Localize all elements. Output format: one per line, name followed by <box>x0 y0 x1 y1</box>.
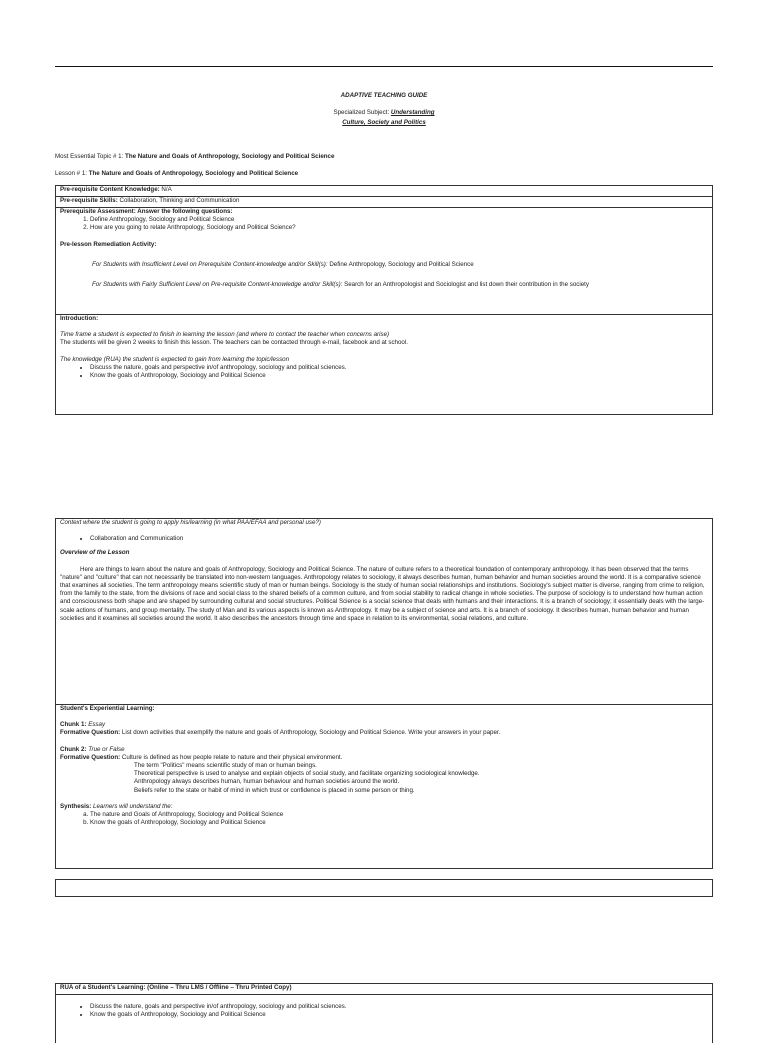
overview-label: Overview of the Lesson <box>60 549 130 557</box>
statement-item: Theoretical perspective is used to analyse and explain objects of social study, and facilitate organizing sociological knowledge. <box>134 770 480 778</box>
guide-title: ADAPTIVE TEACHING GUIDE <box>340 92 428 99</box>
prereq-assessment-row <box>56 208 712 315</box>
synthesis-line: Synthesis: Learners will understand the: <box>60 802 173 810</box>
top-rule <box>55 66 713 67</box>
prereq-skills-row: Pre-requisite Skills: Collaboration, Thinking and Communication <box>56 197 712 208</box>
assessment-label: Prerequisite Assessment: Answer the following questions: <box>60 208 233 215</box>
list-item: • Collaboration and Communication <box>90 535 708 543</box>
list-item: • Know the goals of Anthropology, Sociology and Political Science <box>90 1011 708 1019</box>
question-item: 1. Define Anthropology, Sociology and Political Science <box>90 216 708 224</box>
list-item: • Know the goals of Anthropology, Sociology and Political Science <box>90 372 708 380</box>
question-item: 2. How are you going to relate Anthropology, Sociology and Political Science? <box>90 224 708 232</box>
list-item: • Discuss the nature, goals and perspective in/of anthropology, sociology and political sciences. <box>90 1003 708 1011</box>
knowledge-list <box>60 364 708 380</box>
knowledge-label: The knowledge (RUA) the student is expected to gain from learning the topic/lesson <box>60 355 290 363</box>
statement-item: The term "Politics" means scientific study of man or human beings. <box>134 761 317 769</box>
list-item: • Discuss the nature, goals and perspective in/of anthropology, sociology and political sciences. <box>90 364 708 372</box>
introduction-row <box>56 315 712 380</box>
remediation-insufficient: For Students with Insufficient Level on Prerequisite Content-knowledge and/or Skill(s): Define Anthropology, Sociology and Political Science <box>92 260 474 268</box>
overview-text: Here are things to learn about the nature and goals of Anthropology, Sociology and Political Science. The nature of culture refers to a theoretical foundation of contemporary anthropology. It has been observed that the terms "nature" and "culture" that can not necessarily be translated into non-western languages. Anthropology relates to sociology, it always describes human, human behavior and human societies around the world. It is a comparative science that examines all societies. The term anthropology means scientific study of man or human beings. Sociology is the study of human social relationships and institutions. Sociology's subject matter is diverse, ranging from crime to religion, from the family to the state, from the divisions of race and social class to the shared beliefs of a common culture, and from social stability to radical change in whole societies. The purpose of sociology is to understand how human action and consciousness both shape and are shaped by surrounding cultural and social structures. Political Science is a social science that deals with humans and their interactions. It is a branch of sociology; it essentially deals with the large-scale actions of humans, and group mentality. The study of Man and its various aspects is known as Anthropology. It may be a subject of science and arts. It is a branch of sociology. It describes human, human behavior and human societies and it examines all societies around the world. It also describes the ancestors through time and space in relation to its environmental, social relations, and culture. <box>60 565 705 622</box>
context-label: Context where the student is going to apply his/learning (in what PAA/EFAA and personal use?) <box>60 519 321 526</box>
rua-list <box>60 1003 708 1019</box>
list-item: b. Know the goals of Anthropology, Sociology and Political Science <box>90 819 708 827</box>
rua-table <box>55 983 713 1043</box>
timeframe-value: The students will be given 2 weeks to finish this lesson. The teachers can be contacted through e-mail, facebook and at school. <box>60 339 408 347</box>
chunk1-question: Formative Question: List down activities that exemplify the nature and goals of Anthropology, Sociology and Political Science. Write your answers in your paper. <box>60 729 501 737</box>
context-list <box>60 535 708 543</box>
rua-content <box>56 995 712 1019</box>
assessment-questions <box>60 216 708 232</box>
prereq-content-row: Pre-requisite Content Knowledge: N/A <box>56 186 712 197</box>
introduction-label: Introduction: <box>60 315 99 322</box>
list-item: a. The nature and Goals of Anthropology, Sociology and Political Science <box>90 811 708 819</box>
lesson-line: Lesson # 1: The Nature and Goals of Anthropology, Sociology and Political Science <box>55 170 299 177</box>
context-row <box>56 519 712 705</box>
remediation-sufficient: For Students with Fairly Sufficient Level on Pre-requisite Content-knowledge and/or Skill(s): Search for an Anthropologist and Sociologist and list down their contribution in the society <box>92 280 589 288</box>
timeframe-label: Time frame a student is expected to finish in learning the lesson (and where to contact the teacher when concerns arise) <box>60 331 390 339</box>
lesson-table <box>55 518 713 869</box>
remediation-label: Pre-lesson Remediation Activity: <box>60 240 157 248</box>
empty-box <box>55 879 713 897</box>
rua-label-row: RUA of a Student's Learning: (Online – Thru LMS / Offline – Thru Printed Copy) <box>56 984 712 995</box>
prerequisite-table <box>55 185 713 415</box>
experiential-label: Student's Experiential Learning: <box>60 705 155 712</box>
topic-line: Most Essential Topic # 1: The Nature and Goals of Anthropology, Sociology and Political Science <box>55 153 335 160</box>
subject-line: Specialized Subject: Understanding <box>333 109 435 116</box>
chunk1-header: Chunk 1: Essay <box>60 721 106 729</box>
experiential-row <box>56 705 712 827</box>
chunk2-statements <box>60 762 708 795</box>
statement-item: Beliefs refer to the state or habit of mind in which trust or confidence is placed in some person or thing. <box>134 786 415 794</box>
chunk2-question: Formative Question: Culture is defined as how people relate to nature and their physical environment. <box>60 753 343 761</box>
statement-item: Anthropology always describes human, human behaviour and human societies around the world. <box>134 778 400 786</box>
chunk2-header: Chunk 2: True or False <box>60 745 125 753</box>
subject-line-2: Culture, Society and Politics <box>342 119 426 126</box>
synthesis-list <box>60 811 708 827</box>
